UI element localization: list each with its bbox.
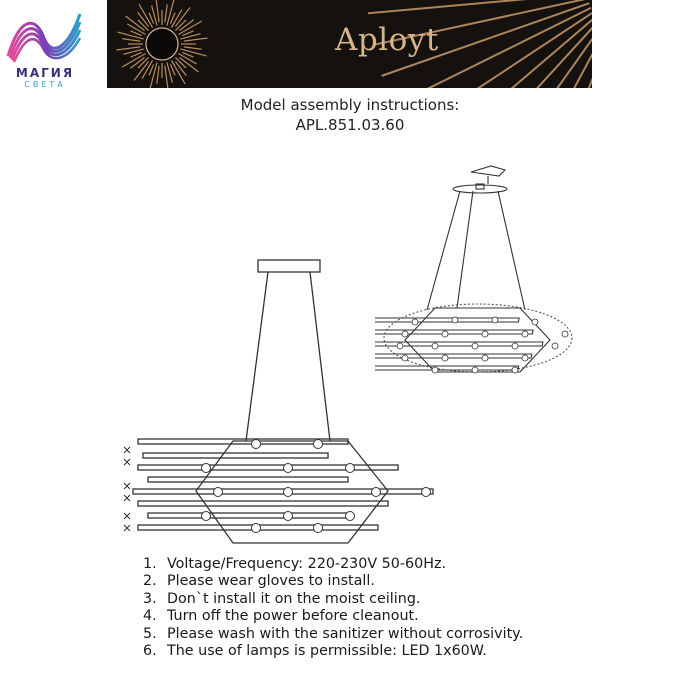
instruction-item: 2. Please wear gloves to install. — [143, 573, 375, 590]
bulb — [202, 512, 211, 521]
bulb — [442, 331, 448, 337]
bulb — [346, 512, 355, 521]
bulb — [432, 367, 438, 373]
bulb — [522, 355, 528, 361]
model-number: APL.851.03.60 — [295, 116, 405, 134]
brand-banner — [107, 0, 592, 88]
bulb — [252, 440, 261, 449]
instructions-list — [143, 556, 523, 660]
bulb — [252, 524, 261, 533]
bulb — [482, 331, 488, 337]
bulb — [284, 512, 293, 521]
bulb — [397, 343, 403, 349]
bulb — [402, 355, 408, 361]
magiya-sveta-logo — [0, 0, 100, 100]
bulb — [284, 464, 293, 473]
bulb — [532, 319, 538, 325]
bulb — [472, 343, 478, 349]
waves-logo-icon — [6, 8, 82, 64]
bulb — [202, 464, 211, 473]
bulb — [314, 440, 323, 449]
bulb — [522, 331, 528, 337]
bulb — [442, 355, 448, 361]
logo-word: МАГИЯ — [15, 66, 75, 80]
bulb — [512, 343, 518, 349]
bulb — [372, 488, 381, 497]
bulb — [432, 343, 438, 349]
bulb — [562, 331, 568, 337]
bulb — [214, 488, 223, 497]
perspective-view-drawing — [375, 160, 590, 390]
instruction-item: 3. Don`t install it on the moist ceiling. — [143, 590, 421, 607]
bulb — [314, 524, 323, 533]
logo-subword: СВЕТА — [24, 80, 66, 89]
instruction-item: 1. Voltage/Frequency: 220-230V 50-60Hz. — [143, 556, 447, 572]
instruction-item: 6. The use of lamps is permissible: LED 1x60W. — [143, 643, 487, 660]
bulb — [482, 355, 488, 361]
bulb — [452, 317, 458, 323]
bulb — [402, 331, 408, 337]
brand-name: Aployt — [335, 22, 439, 58]
bulb — [552, 343, 558, 349]
instruction-item: 5. Please wash with the sanitizer without corrosivity. — [143, 625, 524, 642]
page-title: Model assembly instructions: — [240, 96, 460, 114]
bulb — [284, 488, 293, 497]
instruction-item: 4. Turn off the power before cleanout. — [143, 608, 419, 625]
bulb — [512, 367, 518, 373]
bulb — [412, 319, 418, 325]
bulb — [472, 367, 478, 373]
bulb — [422, 488, 431, 497]
bulb — [492, 317, 498, 323]
bulb — [346, 464, 355, 473]
